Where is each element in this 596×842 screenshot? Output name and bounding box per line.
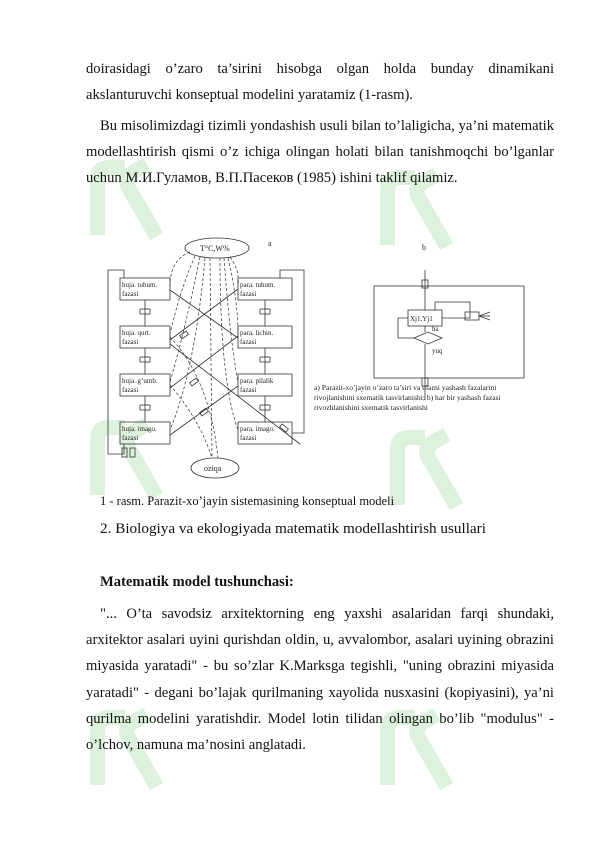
svg-text:huja. tuhum.: huja. tuhum. bbox=[122, 281, 158, 289]
parasite-box-larva bbox=[238, 326, 292, 348]
paragraph-model-concept: "... O’ta savodsiz arxitektorning eng yaxshi asalaridan farqi shundaki, arxitektor asalari uyini qurishdan oldin, u, avvalombor, asalari uyining obrazini miyasida yaratadi" - bu so’zlar K.Marksga tegishli, "uning obrazini miyasida yaratadi" - degani bo’lajak qurilmaning xayolida nusxasini (kopiyasini), ya’ni qurilma modelini yaratishdir. Model lotin tilidan olingan bo’lib "modulus" - o’lchov, namuna ma’nosini anglatadi. bbox=[86, 606, 554, 754]
svg-text:fazasi: fazasi bbox=[240, 290, 257, 298]
climate-influence-lines bbox=[170, 252, 238, 458]
svg-text:fazasi: fazasi bbox=[240, 434, 257, 442]
figure-b-caption-line1: a) Parazit-xo’jayin o’zaro ta’siri va ularni yashash fazalarini bbox=[314, 383, 497, 392]
climate-node-label: T°C,W% bbox=[200, 244, 230, 253]
figure-b-caption-line3: rivozhlanishini sxematik tasvirlanishi bbox=[314, 403, 428, 412]
figure-conceptual-model bbox=[100, 230, 560, 492]
svg-text:fazasi: fazasi bbox=[240, 386, 257, 394]
parasite-box-pupa bbox=[238, 374, 292, 396]
phase-outer-box bbox=[374, 286, 524, 378]
svg-text:fazasi: fazasi bbox=[240, 338, 257, 346]
decision-yes-label: ha bbox=[432, 325, 439, 333]
host-box-pupa bbox=[120, 374, 170, 396]
section-heading: 2. Biologiya va ekologiyada matematik modellashtirish usullari bbox=[100, 520, 486, 537]
svg-text:fazasi: fazasi bbox=[122, 290, 139, 298]
figure-b-caption-line2: rivojlanishini sxematik tasvirlanishi; b) har bir yashash fazasi bbox=[314, 393, 501, 402]
food-node-label: oziqa bbox=[204, 464, 222, 473]
subsection-heading: Matematik model tushunchasi: bbox=[100, 574, 294, 590]
phase-state-label: Xj1,Yj1 bbox=[410, 315, 433, 323]
svg-text:fazasi: fazasi bbox=[122, 434, 139, 442]
parasite-box-egg bbox=[238, 278, 292, 300]
svg-text:para. pilalik: para. pilalik bbox=[240, 377, 274, 385]
parasite-flow-lines bbox=[260, 270, 304, 433]
svg-text:para. lichin.: para. lichin. bbox=[240, 329, 274, 337]
svg-text:huja. qurt.: huja. qurt. bbox=[122, 329, 151, 337]
figure-caption: 1 - rasm. Parazit-xo’jayin sistemasining konseptual modeli bbox=[100, 494, 395, 508]
paragraph-systems-approach: Bu misolimizdagi tizimli yondashish usuli bilan to’laligicha, ya’ni matematik modellashtirish qismi o’z ichiga olingan holati bilan tanishmoqchi bo’lganlar uchun М.И.Гуламов, В.П.Пасеков (1985) ishini taklif qilamiz. bbox=[86, 118, 554, 187]
decision-diamond bbox=[414, 332, 442, 344]
svg-text:fazasi: fazasi bbox=[122, 338, 139, 346]
phase-flow-lines bbox=[398, 270, 490, 400]
host-box-egg bbox=[120, 278, 170, 300]
paragraph-intro: doirasidagi o’zaro ta’sirini hisobga olgan holda bunday dinamikani akslanturuvchi konseptual modelini yaratamiz (1-rasm). bbox=[86, 61, 554, 104]
svg-text:huja. g’umb.: huja. g’umb. bbox=[122, 377, 158, 385]
svg-text:huja. imago.: huja. imago. bbox=[122, 425, 157, 433]
svg-text:para. tuhum.: para. tuhum. bbox=[240, 281, 276, 289]
host-box-imago bbox=[120, 422, 170, 444]
svg-text:fazasi: fazasi bbox=[122, 386, 139, 394]
decision-no-label: yuq bbox=[432, 347, 443, 355]
figure-b-label: b bbox=[422, 243, 426, 252]
figure-a-label: a bbox=[268, 239, 272, 248]
host-box-larva bbox=[120, 326, 170, 348]
svg-text:para. imago.: para. imago. bbox=[240, 425, 275, 433]
figure-b-diagram bbox=[310, 240, 560, 440]
interaction-lines bbox=[170, 289, 300, 444]
